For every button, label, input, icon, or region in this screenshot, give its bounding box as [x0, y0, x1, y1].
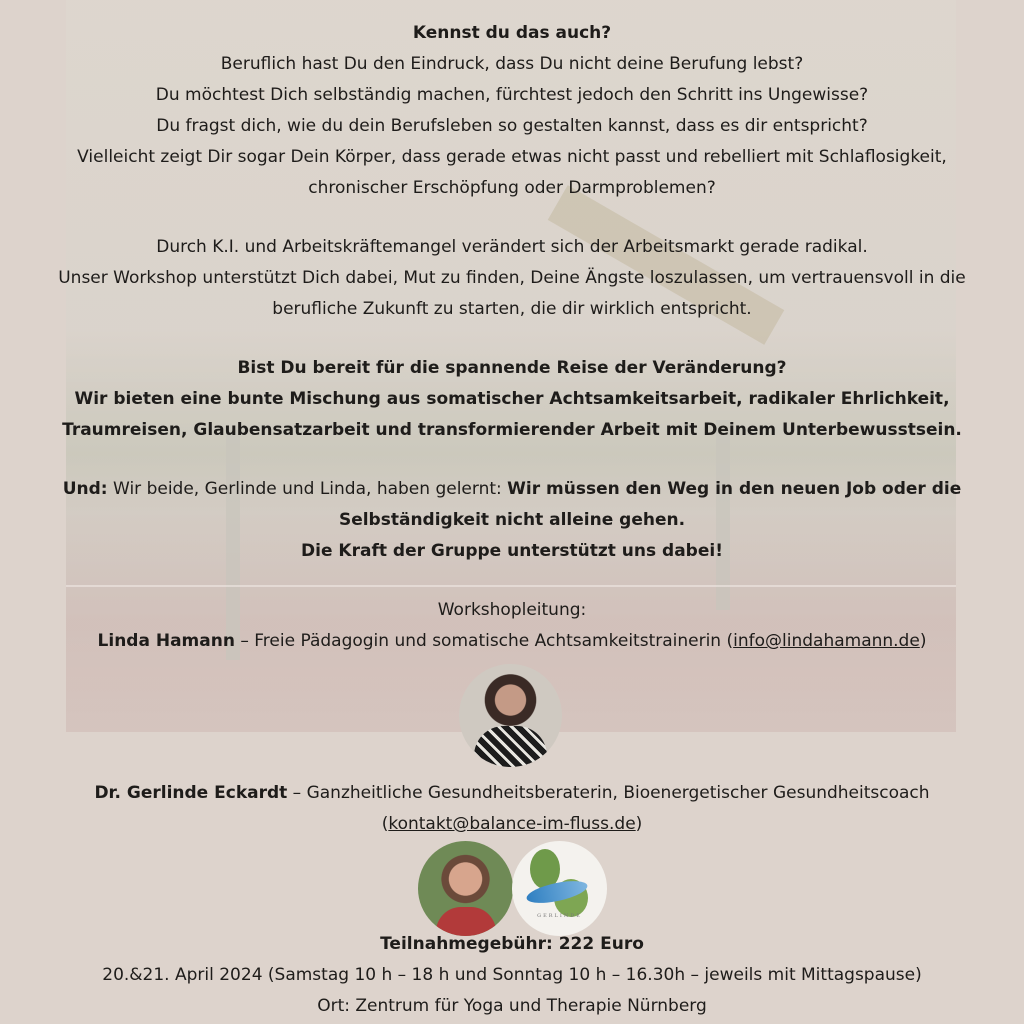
market-line: Unser Workshop unterstützt Dich dabei, Mut zu finden, Deine Ängste loszulassen, um vertrauensvoll in die [58, 268, 966, 288]
linda-email-link[interactable]: info@lindahamann.de [733, 631, 920, 651]
market-line: berufliche Zukunft zu starten, die dir wirklich entspricht. [272, 299, 752, 319]
paren-close: ) [919, 631, 927, 651]
together-normal: Wir beide, Gerlinde und Linda, haben gelernt: [107, 479, 508, 499]
gerlinde-email-line [0, 809, 1024, 840]
together-lead: Und: [62, 479, 108, 499]
balance-im-fluss-logo [512, 841, 607, 936]
intro-line: Du möchtest Dich selbständig machen, fürchtest jedoch den Schritt ins Ungewisse? [155, 85, 869, 105]
leaders-label: Workshopleitung: [437, 600, 587, 620]
linda-shirt [474, 726, 547, 767]
location-line: Ort: Zentrum für Yoga und Therapie Nürnberg [317, 996, 707, 1016]
intro-heading: Kennst du das auch? [412, 23, 612, 43]
together-bold: Wir müssen den Weg in den neuen Job oder die [507, 479, 962, 499]
gerlinde-line [0, 778, 1024, 809]
linda-role: – Freie Pädagogin und somatische Achtsamkeitstrainerin ( [234, 631, 734, 651]
offer-line: Traumreisen, Glaubensatzarbeit und transformierender Arbeit mit Deinem Unterbewusstsein. [62, 420, 962, 440]
fee-line: Teilnahmegebühr: 222 Euro [380, 934, 644, 954]
gerlinde-name: Dr. Gerlinde Eckardt [94, 783, 288, 803]
paren-open: ( [381, 814, 389, 834]
gerlinde-avatar [418, 841, 513, 936]
dates-line: 20.&21. April 2024 (Samstag 10 h – 18 h und Sonntag 10 h – 16.30h – jeweils mit Mittagspause) [102, 965, 922, 985]
intro-line: Vielleicht zeigt Dir sogar Dein Körper, dass gerade etwas nicht passt und rebelliert mit Schlaflosigkeit, [77, 147, 947, 167]
intro-line: Du fragst dich, wie du dein Berufsleben so gestalten kannst, dass es dir entspricht? [156, 116, 868, 136]
gerlinde-email-link[interactable]: kontakt@balance-im-fluss.de [388, 814, 636, 834]
market-line: Durch K.I. und Arbeitskräftemangel verändert sich der Arbeitsmarkt gerade radikal. [156, 237, 868, 257]
details-section [0, 929, 1024, 1022]
gerlinde-section [0, 778, 1024, 840]
linda-avatar [459, 664, 562, 767]
logo-text: GERLINDE [537, 913, 582, 919]
paren-close: ) [635, 814, 643, 834]
linda-name: Linda Hamann [97, 631, 235, 651]
linda-line [0, 626, 1024, 657]
offer-line: Wir bieten eine bunte Mischung aus somatischer Achtsamkeitsarbeit, radikaler Ehrlichkeit, [74, 389, 950, 409]
intro-line: chronischer Erschöpfung oder Darmproblemen? [308, 178, 716, 198]
offer-line: Bist Du bereit für die spannende Reise der Veränderung? [237, 358, 787, 378]
gerlinde-role: – Ganzheitliche Gesundheitsberaterin, Bioenergetischer Gesundheitscoach [287, 783, 930, 803]
together-line [0, 474, 1024, 505]
together-line: Selbständigkeit nicht alleine gehen. [338, 510, 686, 530]
intro-line: Beruflich hast Du den Eindruck, dass Du nicht deine Berufung lebst? [220, 54, 804, 74]
together-line: Die Kraft der Gruppe unterstützt uns dabei! [301, 541, 723, 561]
